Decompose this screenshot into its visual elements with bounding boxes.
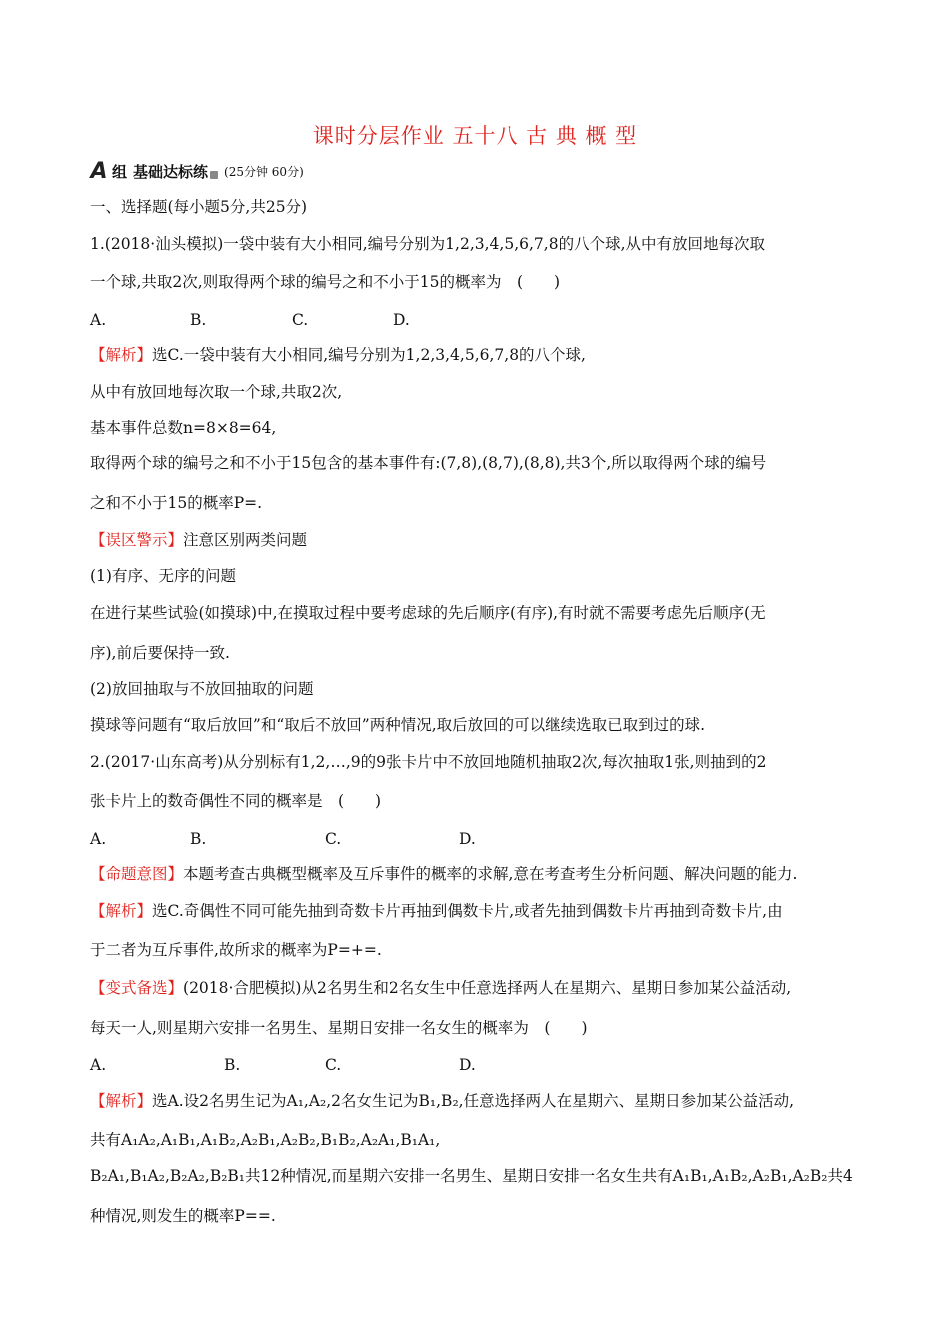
q2-intent-line (90, 864, 797, 884)
q1-option-c: C. (292, 311, 309, 329)
q1-analysis-line4: 取得两个球的编号之和不小于15包含的基本事件有:(7,8),(8,7),(8,8),共3个,所以取得两个球的编号 (90, 454, 767, 472)
q2-analysis-line1 (90, 901, 783, 921)
variant-analysis-line1 (90, 1091, 794, 1111)
warning-item1-line1: 在进行某些试验(如摸球)中,在摸取过程中要考虑球的先后顺序(有序),有时就不需要考虑先后顺序(无 (90, 604, 766, 622)
variant-line2: 每天一人,则星期六安排一名男生、星期日安排一名女生的概率为 ( ) (90, 1019, 588, 1037)
q1-option-b: B. (190, 311, 207, 329)
q1-analysis-line2: 从中有放回地每次取一个球,共取2次, (90, 383, 343, 401)
q2-option-a: A. (90, 830, 107, 848)
intent-tag: 【命题意图】 (90, 865, 184, 883)
variant-analysis-line4: 种情况,则发生的概率P==. (90, 1207, 276, 1225)
variant-option-d: D. (459, 1056, 476, 1074)
variant-option-a: A. (90, 1056, 107, 1074)
page-title: 课时分层作业 五十八 古 典 概 型 (312, 124, 638, 148)
analysis-tag: 【解析】 (90, 346, 153, 364)
q1-stem-line2: 一个球,共取2次,则取得两个球的编号之和不小于15的概率为 ( ) (90, 273, 561, 291)
q2-stem-line2: 张卡片上的数奇偶性不同的概率是 ( ) (90, 792, 382, 810)
warning-line (90, 530, 307, 550)
variant-option-b: B. (224, 1056, 241, 1074)
group-meta: (25分钟 60分) (224, 164, 304, 179)
q1-analysis-line3: 基本事件总数n=8×8=64, (90, 419, 277, 437)
warning-item1-line2: 序),前后要保持一致. (90, 644, 230, 662)
variant-line1 (90, 978, 791, 998)
q2-option-c: C. (325, 830, 342, 848)
q2-analysis-line2: 于二者为互斥事件,故所求的概率为P=+=. (90, 941, 382, 959)
section-heading: 一、选择题(每小题5分,共25分) (90, 198, 308, 216)
analysis-text: 选C.奇偶性不同可能先抽到奇数卡片再抽到偶数卡片,或者先抽到偶数卡片再抽到奇数卡片,由 (152, 902, 783, 920)
variant-analysis-line3: B₂A₁,B₁A₂,B₂A₂,B₂B₁共12种情况,而星期六安排一名男生、星期日安排一名女生共有A₁B₁,A₁B₂,A₂B₁,A₂B₂共4 (90, 1167, 853, 1185)
warning-item2-line1: 摸球等问题有“取后放回”和“取后不放回”两种情况,取后放回的可以继续选取已取到过的球. (90, 716, 706, 734)
q2-option-d: D. (459, 830, 476, 848)
variant-tag: 【变式备选】 (90, 979, 184, 997)
intent-text: 本题考查古典概型概率及互斥事件的概率的求解,意在考查考生分析问题、解决问题的能力. (183, 865, 798, 883)
warning-item2-title: (2)放回抽取与不放回抽取的问题 (90, 680, 314, 698)
analysis-text: 选C.一袋中装有大小相同,编号分别为1,2,3,4,5,6,7,8的八个球, (152, 346, 586, 364)
analysis-text: 选A.设2名男生记为A₁,A₂,2名女生记为B₁,B₂,任意选择两人在星期六、星期日参加某公益活动, (152, 1092, 795, 1110)
q2-option-b: B. (190, 830, 207, 848)
q1-stem-line1: 1.(2018·汕头模拟)一袋中装有大小相同,编号分别为1,2,3,4,5,6,7,8的八个球,从中有放回地每次取 (90, 235, 765, 253)
warning-item1-title: (1)有序、无序的问题 (90, 567, 236, 585)
variant-analysis-line2: 共有A₁A₂,A₁B₁,A₁B₂,A₂B₁,A₂B₂,B₁B₂,A₂A₁,B₁A₁, (90, 1131, 441, 1149)
q1-option-d: D. (393, 311, 410, 329)
analysis-tag: 【解析】 (90, 902, 153, 920)
variant-option-c: C. (325, 1056, 342, 1074)
pencil-icon (210, 171, 218, 179)
group-badge: A (90, 158, 108, 184)
analysis-tag: 【解析】 (90, 1092, 153, 1110)
group-title: 基础达标练 (133, 162, 209, 181)
q1-option-a: A. (90, 311, 107, 329)
q1-analysis-line5: 之和不小于15的概率P=. (90, 494, 263, 512)
warning-text: 注意区别两类问题 (183, 531, 308, 549)
variant-text: (2018·合肥模拟)从2名男生和2名女生中任意选择两人在星期六、星期日参加某公益活动, (183, 979, 792, 997)
warning-tag: 【误区警示】 (90, 531, 184, 549)
group-header (88, 158, 304, 184)
q1-analysis-line1 (90, 345, 586, 365)
group-label: 组 (112, 162, 128, 181)
q2-stem-line1: 2.(2017·山东高考)从分别标有1,2,…,9的9张卡片中不放回地随机抽取2次,每次抽取1张,则抽到的2 (90, 753, 767, 771)
